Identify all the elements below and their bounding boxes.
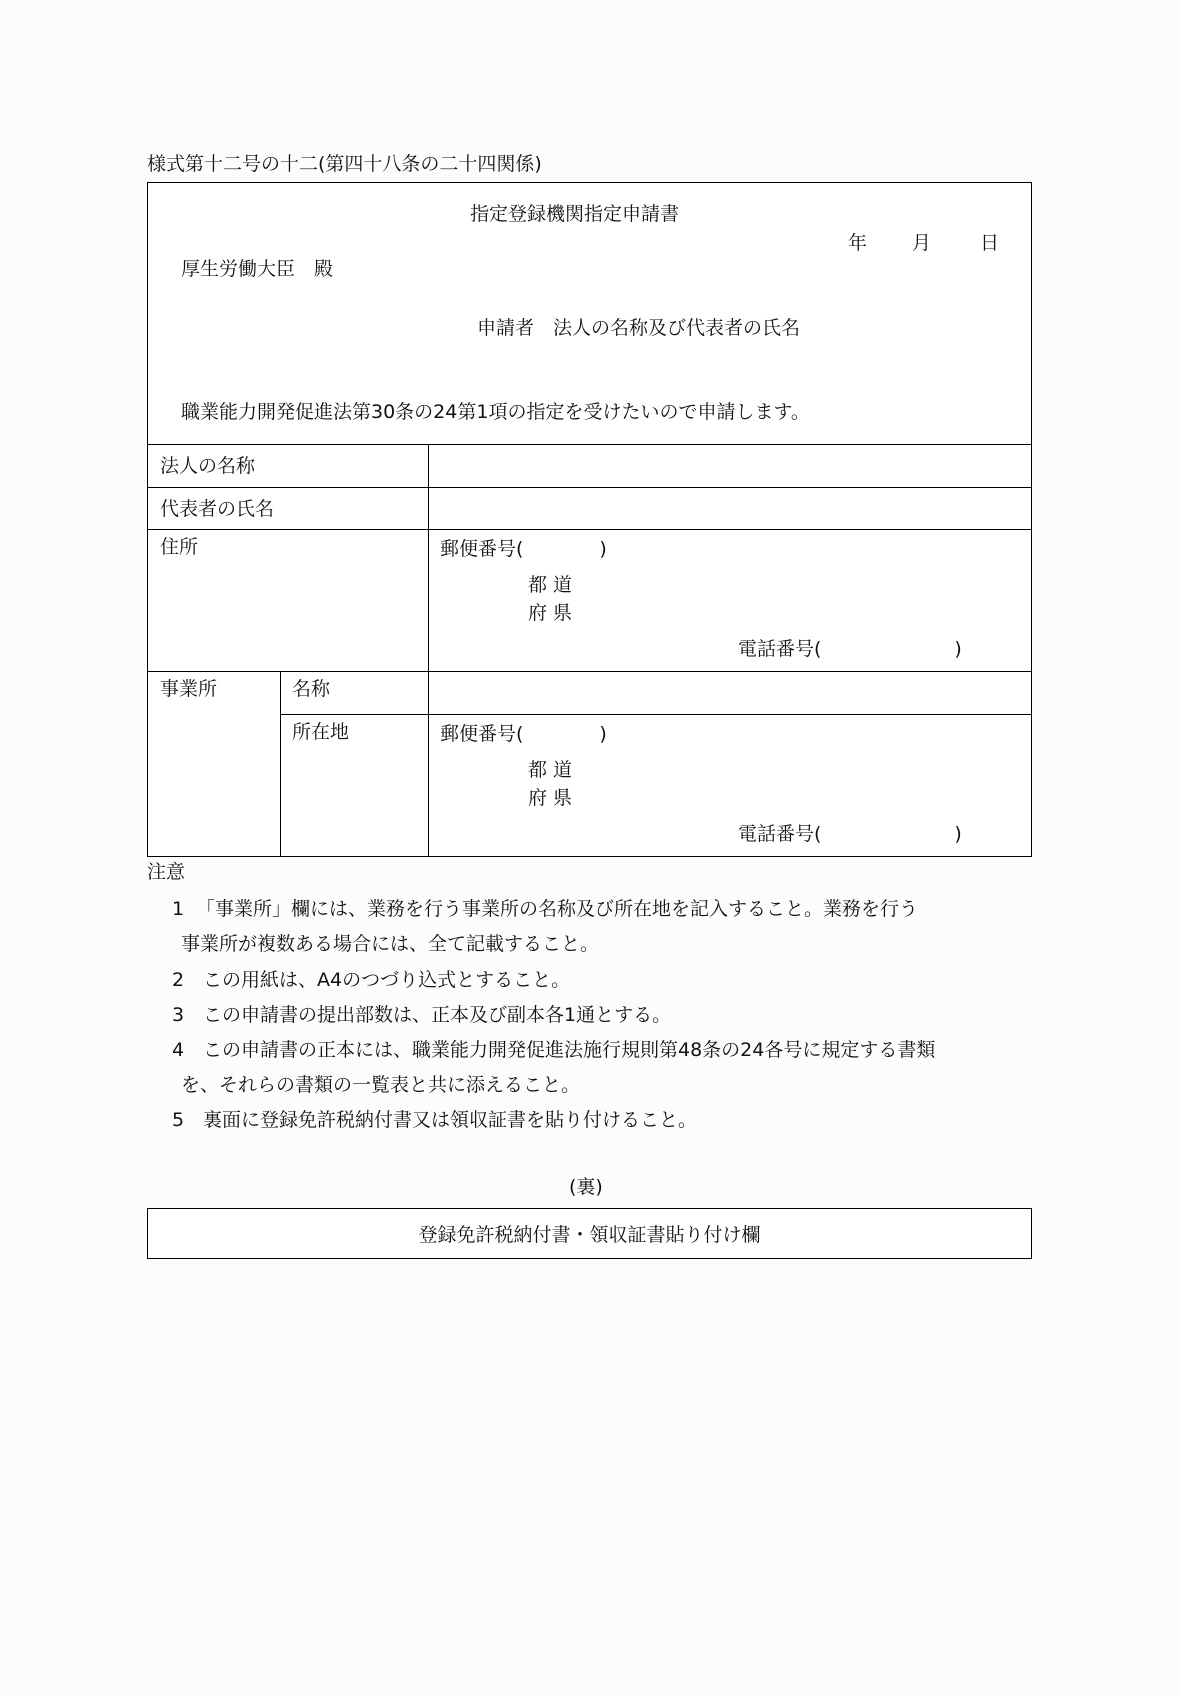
address-phone-number[interactable]: 電話番号( ) (738, 638, 962, 660)
value-column-divider (428, 444, 429, 857)
office-subcolumn-divider (280, 671, 281, 857)
date-day-label: 日 (980, 232, 1000, 254)
office-phone-number[interactable]: 電話番号( ) (738, 823, 962, 845)
form-caption: 様式第十二号の十二(第四十八条の二十四関係) (147, 153, 542, 175)
note-3-number: 3 (172, 1004, 185, 1026)
note-1-text: 「事業所」欄には、業務を行う事業所の名称及び所在地を記入すること。業務を行う (196, 898, 919, 920)
office-name-field[interactable] (430, 673, 1030, 713)
table-top-divider (147, 444, 1032, 445)
rep-name-label: 代表者の氏名 (160, 498, 275, 520)
applicant-label: 申請者 法人の名称及び代表者の氏名 (477, 317, 801, 339)
note-5-text: 裏面に登録免許税納付書又は領収証書を貼り付けること。 (203, 1109, 698, 1131)
notes-title: 注意 (147, 861, 186, 883)
stamp-attachment-label: 登録免許税納付書・領収証書貼り付け欄 (418, 1224, 761, 1246)
office-prefecture-bottom: 府 県 (528, 787, 573, 809)
address-prefecture-top: 都 道 (528, 574, 573, 596)
note-2-text: この用紙は、A4のつづり込式とすること。 (203, 969, 571, 991)
address-label: 住所 (160, 536, 199, 558)
office-name-label: 名称 (292, 678, 331, 700)
office-postal-code[interactable]: 郵便番号( ) (440, 723, 607, 745)
note-1-text-cont: 事業所が複数ある場合には、全て記載すること。 (181, 933, 600, 955)
address-prefecture-bottom: 府 県 (528, 602, 573, 624)
note-5-number: 5 (172, 1109, 185, 1131)
form-title: 指定登録機関指定申請書 (470, 203, 680, 225)
corp-name-label: 法人の名称 (160, 455, 256, 477)
application-statement: 職業能力開発促進法第30条の24第1項の指定を受けたいので申請します。 (181, 401, 810, 423)
note-3-text: この申請書の提出部数は、正本及び副本各1通とする。 (203, 1004, 672, 1026)
stamp-attachment-box (147, 1208, 1032, 1259)
addressee: 厚生労働大臣 殿 (181, 258, 334, 280)
date-year-label: 年 (848, 232, 868, 254)
corp-name-field[interactable] (430, 446, 1030, 486)
note-1-number: 1 (172, 898, 185, 920)
note-2-number: 2 (172, 969, 185, 991)
office-label: 事業所 (160, 678, 218, 700)
note-4-text-cont: を、それらの書類の一覧表と共に添えること。 (181, 1074, 581, 1096)
note-4-text: この申請書の正本には、職業能力開発促進法施行規則第48条の24各号に規定する書類 (203, 1039, 936, 1061)
rep-name-field[interactable] (430, 489, 1030, 529)
row-divider (147, 487, 1032, 488)
row-divider (280, 714, 1032, 715)
address-postal-code[interactable]: 郵便番号( ) (440, 538, 607, 560)
row-divider (147, 529, 1032, 530)
back-side-label: (裏) (569, 1176, 603, 1198)
office-prefecture-top: 都 道 (528, 759, 573, 781)
date-month-label: 月 (912, 232, 932, 254)
office-location-label: 所在地 (292, 721, 350, 743)
note-4-number: 4 (172, 1039, 185, 1061)
